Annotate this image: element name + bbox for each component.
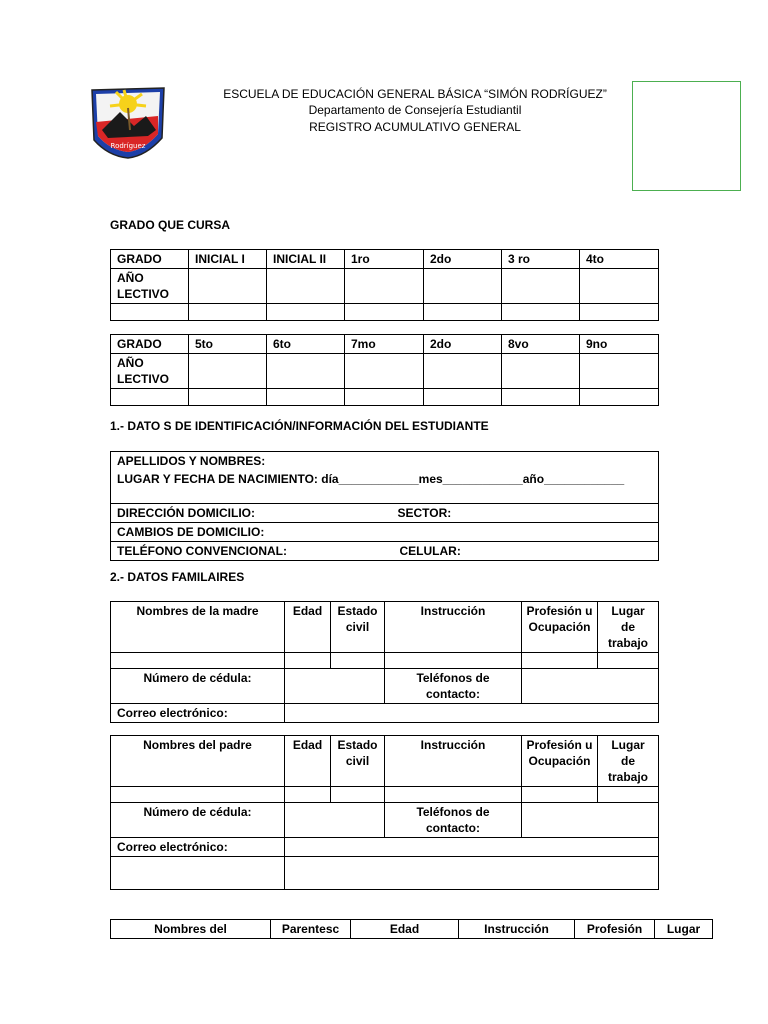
grade-cell: 1ro	[345, 250, 424, 269]
profession-header: Profesión	[575, 920, 655, 939]
year-cell[interactable]	[424, 269, 502, 304]
blank-cell[interactable]	[502, 389, 580, 406]
birth-field[interactable]: LUGAR Y FECHA DE NACIMIENTO: día____________mes____________año____________	[111, 470, 659, 503]
year-cell[interactable]	[424, 354, 502, 389]
year-cell[interactable]	[189, 269, 267, 304]
father-table	[110, 735, 659, 890]
grade-row-label: GRADO	[111, 335, 189, 354]
id-number-label: Número de cédula:	[111, 803, 285, 838]
mother-name-cell[interactable]	[111, 653, 285, 669]
workplace-cell[interactable]	[598, 653, 659, 669]
year-cell[interactable]	[189, 354, 267, 389]
profession-header: Profesión u Ocupación	[522, 602, 598, 653]
instruction-cell[interactable]	[385, 653, 522, 669]
year-label: AÑO LECTIVO	[111, 269, 189, 304]
id-number-label: Número de cédula:	[111, 669, 285, 704]
workplace-cell[interactable]	[598, 787, 659, 803]
year-cell[interactable]	[580, 269, 659, 304]
grade-table-2	[110, 334, 659, 406]
grade-row-label: GRADO	[111, 250, 189, 269]
instruction-cell[interactable]	[385, 787, 522, 803]
email-label: Correo electrónico:	[111, 838, 285, 857]
blank-cell[interactable]	[285, 857, 659, 890]
blank-cell[interactable]	[111, 389, 189, 406]
crest-caption: Rodríguez	[110, 142, 146, 150]
address-field[interactable]: DIRECCIÓN DOMICILIO:	[111, 503, 392, 522]
profession-header: Profesión u Ocupación	[522, 736, 598, 787]
blank-cell[interactable]	[580, 389, 659, 406]
grade-cell: 3 ro	[502, 250, 580, 269]
grade-table-1	[110, 249, 659, 321]
year-cell[interactable]	[502, 269, 580, 304]
grade-cell: INICIAL II	[267, 250, 345, 269]
blank-cell[interactable]	[111, 857, 285, 890]
year-cell[interactable]	[267, 269, 345, 304]
section1-title: 1.- DATO S DE IDENTIFICACIÓN/INFORMACIÓN DEL ESTUDIANTE	[110, 419, 489, 433]
age-header: Edad	[285, 602, 331, 653]
email-cell[interactable]	[285, 704, 659, 723]
phone-field[interactable]: TELÉFONO CONVENCIONAL:	[111, 541, 392, 560]
phones-label: Teléfonos de contacto:	[385, 669, 522, 704]
grado-que-cursa-label: GRADO QUE CURSA	[110, 218, 231, 232]
workplace-header: Lugar de trabajo	[598, 602, 659, 653]
email-cell[interactable]	[285, 838, 659, 857]
names-field[interactable]: APELLIDOS Y NOMBRES:	[111, 452, 659, 471]
blank-cell[interactable]	[189, 304, 267, 321]
father-name-cell[interactable]	[111, 787, 285, 803]
address-changes-field[interactable]: CAMBIOS DE DOMICILIO:	[111, 522, 659, 541]
blank-cell[interactable]	[580, 304, 659, 321]
civil-cell[interactable]	[331, 787, 385, 803]
civil-status-header: Estado civil	[331, 602, 385, 653]
year-cell[interactable]	[345, 269, 424, 304]
blank-cell[interactable]	[424, 304, 502, 321]
id-number-cell[interactable]	[285, 669, 385, 704]
blank-cell[interactable]	[267, 304, 345, 321]
email-label: Correo electrónico:	[111, 704, 285, 723]
age-header: Edad	[351, 920, 459, 939]
mother-table	[110, 601, 659, 723]
grade-cell: INICIAL I	[189, 250, 267, 269]
grade-cell: 5to	[189, 335, 267, 354]
document-title: REGISTRO ACUMULATIVO GENERAL	[309, 120, 521, 134]
grade-cell: 2do	[424, 335, 502, 354]
relation-header: Parentesc	[271, 920, 351, 939]
workplace-header: Lugar de trabajo	[598, 736, 659, 787]
cell-field[interactable]: CELULAR:	[392, 541, 659, 560]
school-crest-icon	[88, 86, 168, 160]
age-cell[interactable]	[285, 787, 331, 803]
section2-title: 2.- DATOS FAMILAIRES	[110, 570, 245, 584]
civil-status-header: Estado civil	[331, 736, 385, 787]
school-crest-logo	[88, 86, 168, 160]
year-cell[interactable]	[345, 354, 424, 389]
profession-cell[interactable]	[522, 787, 598, 803]
grade-cell: 6to	[267, 335, 345, 354]
blank-cell[interactable]	[267, 389, 345, 406]
phones-label: Teléfonos de contacto:	[385, 803, 522, 838]
grade-cell: 8vo	[502, 335, 580, 354]
blank-cell[interactable]	[111, 304, 189, 321]
grade-cell: 9no	[580, 335, 659, 354]
grade-cell: 4to	[580, 250, 659, 269]
mother-name-header: Nombres de la madre	[111, 602, 285, 653]
school-name: ESCUELA DE EDUCACIÓN GENERAL BÁSICA “SIMÓN RODRÍGUEZ”	[223, 87, 607, 101]
department-name: Departamento de Consejería Estudiantil	[308, 103, 522, 117]
year-cell[interactable]	[580, 354, 659, 389]
grade-cell: 7mo	[345, 335, 424, 354]
blank-cell[interactable]	[189, 389, 267, 406]
civil-cell[interactable]	[331, 653, 385, 669]
instruction-header: Instrucción	[459, 920, 575, 939]
phones-cell[interactable]	[522, 803, 659, 838]
blank-cell[interactable]	[345, 304, 424, 321]
student-info-table	[110, 451, 659, 561]
instruction-header: Instrucción	[385, 736, 522, 787]
grade-cell: 2do	[424, 250, 502, 269]
relatives-table	[110, 919, 713, 939]
year-cell[interactable]	[502, 354, 580, 389]
profession-cell[interactable]	[522, 653, 598, 669]
blank-cell[interactable]	[345, 389, 424, 406]
sector-field[interactable]: SECTOR:	[392, 503, 659, 522]
id-number-cell[interactable]	[285, 803, 385, 838]
blank-cell[interactable]	[424, 389, 502, 406]
instruction-header: Instrucción	[385, 602, 522, 653]
workplace-header: Lugar	[655, 920, 713, 939]
year-cell[interactable]	[267, 354, 345, 389]
father-name-header: Nombres del padre	[111, 736, 285, 787]
photo-box	[632, 81, 741, 191]
relative-name-header: Nombres del	[111, 920, 271, 939]
blank-cell[interactable]	[502, 304, 580, 321]
age-header: Edad	[285, 736, 331, 787]
age-cell[interactable]	[285, 653, 331, 669]
year-label: AÑO LECTIVO	[111, 354, 189, 389]
phones-cell[interactable]	[522, 669, 659, 704]
